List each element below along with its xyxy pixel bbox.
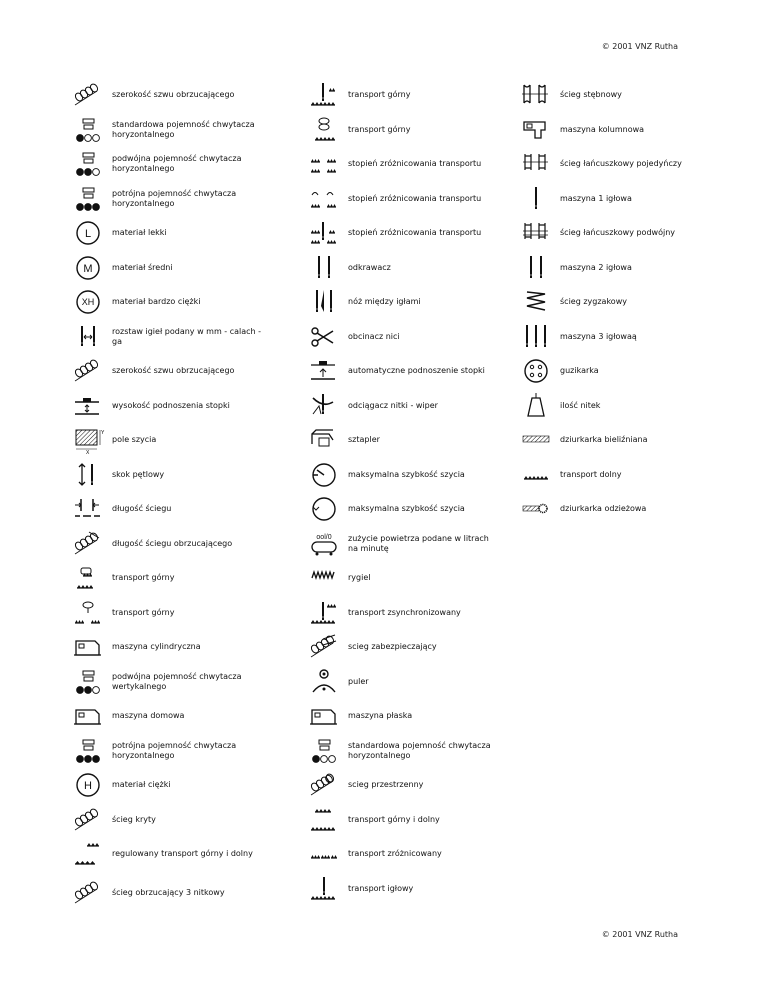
symbol-label: pole szycia xyxy=(112,435,157,445)
symbol-row xyxy=(308,389,544,424)
symbol-row xyxy=(72,320,308,355)
adjustable-feed-icon xyxy=(72,839,104,869)
symbol-row xyxy=(308,527,544,562)
symbol-row xyxy=(72,458,308,493)
symbol-label: potrójna pojemność chwytacza horyzontalnego xyxy=(112,188,237,208)
symbol-row xyxy=(72,216,308,251)
symbol-row xyxy=(308,147,544,182)
symbol-row xyxy=(308,768,544,803)
needle-spacing-icon xyxy=(72,322,104,352)
synchronized-feed-icon xyxy=(308,598,340,628)
symbol-label: ścieg łańcuszkowy pojedyńczy xyxy=(560,159,682,169)
symbol-row xyxy=(520,113,756,148)
symbol-label: maszyna kolumnowa xyxy=(560,124,645,134)
single-chainstitch-icon xyxy=(520,149,552,179)
symbol-row xyxy=(308,872,544,907)
symbol-label: materiał średni xyxy=(112,262,173,272)
symbol-row xyxy=(308,78,544,113)
symbol-label: transport górny xyxy=(112,607,175,617)
symbol-row xyxy=(308,113,544,148)
letter-xh-circle-icon xyxy=(72,287,104,317)
symbol-label: transport zsynchronizowany xyxy=(348,607,461,617)
symbol-label: maksymalna szybkość szycia xyxy=(348,504,465,514)
symbol-label: rygiel xyxy=(348,573,371,583)
symbol-row xyxy=(72,78,308,113)
max-speed-icon xyxy=(308,460,340,490)
wiper-icon xyxy=(308,391,340,421)
flatbed-machine-icon xyxy=(308,701,340,731)
symbol-column-1 xyxy=(72,78,308,914)
zigzag-stitch-icon xyxy=(520,287,552,317)
symbol-row xyxy=(308,285,544,320)
symbol-row xyxy=(72,665,308,700)
lingerie-buttonhole-icon xyxy=(520,425,552,455)
symbol-label: ścieg łańcuszkowy podwójny xyxy=(560,228,675,238)
symbol-label: maszyna 2 igłowa xyxy=(560,262,632,272)
horizontal-hook-standard-icon xyxy=(72,115,104,145)
symbol-row xyxy=(308,251,544,286)
top-feed-roller-icon xyxy=(308,115,340,145)
symbol-row xyxy=(520,354,756,389)
copyright-bottom: © 2001 VNZ Rutha xyxy=(601,930,678,939)
symbol-row xyxy=(520,389,756,424)
three-needle-icon xyxy=(520,322,552,352)
button-sewer-icon xyxy=(520,356,552,386)
symbol-column-2 xyxy=(308,78,544,906)
overlock-length-icon xyxy=(72,529,104,559)
symbol-column-3 xyxy=(520,78,756,527)
symbol-label: ścieg stębnowy xyxy=(560,90,622,100)
sewing-area-icon xyxy=(72,425,104,455)
symbol-row xyxy=(308,837,544,872)
overlock-stitch-icon xyxy=(72,356,104,386)
symbol-row xyxy=(72,872,308,914)
symbol-label: dziurkarka odzieżowa xyxy=(560,504,647,514)
thread-cone-icon xyxy=(520,391,552,421)
symbol-label: szerokość szwu obrzucającego xyxy=(112,90,235,100)
symbol-label: dziurkarka bieliźniana xyxy=(560,435,648,445)
symbol-row xyxy=(520,320,756,355)
circle-letter: H xyxy=(84,780,92,793)
cover-stitch-icon xyxy=(308,770,340,800)
top-feed-alt-icon xyxy=(72,598,104,628)
symbol-label: skok pętlowy xyxy=(112,469,165,479)
safety-stitch-icon xyxy=(308,632,340,662)
circle-letter: L xyxy=(84,228,92,241)
differential-feed-needle-icon xyxy=(308,218,340,248)
symbol-row xyxy=(520,423,756,458)
axis-y-label: Y xyxy=(101,430,105,437)
symbol-row xyxy=(72,285,308,320)
symbol-label: maszyna domowa xyxy=(112,711,185,721)
one-needle-icon xyxy=(520,184,552,214)
symbol-row xyxy=(308,216,544,251)
axis-x-label: X xyxy=(86,450,90,457)
symbol-row xyxy=(72,699,308,734)
symbol-label: długość ściegu xyxy=(112,504,172,514)
symbol-row xyxy=(520,147,756,182)
symbol-label: puler xyxy=(348,676,369,686)
bartack-icon xyxy=(308,563,340,593)
symbol-row xyxy=(520,285,756,320)
symbol-row xyxy=(308,492,544,527)
max-speed-circle-icon xyxy=(308,494,340,524)
lockstitch-icon xyxy=(520,80,552,110)
thread-cutter-icon xyxy=(308,322,340,352)
foot-lift-height-icon xyxy=(72,391,104,421)
symbol-row xyxy=(520,251,756,286)
symbol-label: materiał bardzo ciężki xyxy=(112,297,201,307)
symbol-row xyxy=(308,734,544,769)
symbol-row xyxy=(520,492,756,527)
horizontal-hook-double-icon xyxy=(72,149,104,179)
symbol-label: transport dolny xyxy=(560,469,622,479)
symbol-label: regulowany transport górny i dolny xyxy=(112,849,253,859)
symbol-label: maszyna płaska xyxy=(348,711,413,721)
symbol-label: podwójna pojemność chwytacza horyzontalnego xyxy=(112,154,242,174)
symbol-label: długość ściegu obrzucającego xyxy=(112,538,233,548)
symbol-label: stopień zróżnicowania transportu xyxy=(348,193,482,203)
symbol-row xyxy=(72,837,308,872)
eyelet-buttonhole-icon xyxy=(520,494,552,524)
horizontal-hook-triple-icon xyxy=(72,184,104,214)
symbol-label: maksymalna szybkość szycia xyxy=(348,469,465,479)
symbol-row xyxy=(72,561,308,596)
symbol-label: maszyna cylindryczna xyxy=(112,642,201,652)
symbol-row xyxy=(308,561,544,596)
circle-letter: M xyxy=(83,262,93,275)
svg-text:ool/0: ool/0 xyxy=(316,533,332,541)
symbol-row xyxy=(72,768,308,803)
differential-transport-icon xyxy=(308,839,340,869)
letter-l-circle-icon xyxy=(72,218,104,248)
symbol-row xyxy=(72,251,308,286)
differential-feed-alt-icon xyxy=(308,184,340,214)
symbol-label: transport igłowy xyxy=(348,883,414,893)
symbol-label: ilość nitek xyxy=(560,400,601,410)
symbol-label: guzikarka xyxy=(560,366,599,376)
symbol-row xyxy=(72,492,308,527)
symbol-row xyxy=(308,354,544,389)
symbol-row xyxy=(72,803,308,838)
symbol-row xyxy=(72,389,308,424)
symbol-row xyxy=(308,458,544,493)
bottom-feed-icon xyxy=(520,460,552,490)
letter-m-circle-icon xyxy=(72,253,104,283)
symbol-row xyxy=(308,320,544,355)
knife-between-needles-icon xyxy=(308,287,340,317)
symbol-label: transport zróżnicowany xyxy=(348,849,442,859)
symbol-label: standardowa pojemność chwytacza horyzontalnego xyxy=(348,740,491,760)
cylinder-machine-icon xyxy=(72,632,104,662)
symbol-row xyxy=(72,527,308,562)
domestic-machine-icon xyxy=(72,701,104,731)
symbol-label: szerokość szwu obrzucającego xyxy=(112,366,235,376)
post-bed-machine-icon xyxy=(520,115,552,145)
symbol-label: nóż między igłami xyxy=(348,297,421,307)
top-feed-icon xyxy=(72,563,104,593)
vertical-hook-triple-icon xyxy=(72,736,104,766)
symbol-label: scieg przestrzenny xyxy=(348,780,424,790)
symbol-row xyxy=(72,147,308,182)
symbol-label: stopień zróżnicowania transportu xyxy=(348,159,482,169)
symbol-row xyxy=(308,423,544,458)
symbol-row xyxy=(72,630,308,665)
symbol-label: maszyna 1 igłowa xyxy=(560,193,632,203)
symbol-label: automatyczne podnoszenie stopki xyxy=(348,366,485,376)
symbol-label: wysokość podnoszenia stopki xyxy=(112,400,230,410)
symbol-row xyxy=(308,182,544,217)
blind-stitch-icon xyxy=(72,805,104,835)
symbol-label: transport górny i dolny xyxy=(348,814,440,824)
symbol-label: ścieg obrzucający 3 nitkowy xyxy=(112,887,225,897)
symbol-label: maszyna 3 igłowaą xyxy=(560,331,637,341)
symbol-row xyxy=(308,699,544,734)
symbol-label: rozstaw igieł podany w mm - calach - ga xyxy=(112,326,262,346)
air-compressor-icon xyxy=(308,529,340,559)
stitch-length-icon xyxy=(72,494,104,524)
symbol-label: zużycie powietrza podane w litrach na minutę xyxy=(348,533,489,553)
symbol-row xyxy=(520,458,756,493)
two-needle-icon xyxy=(520,253,552,283)
letter-h-circle-icon xyxy=(72,770,104,800)
differential-feed-icon xyxy=(308,149,340,179)
stacker-icon xyxy=(308,425,340,455)
symbol-row xyxy=(520,182,756,217)
top-feed-needle-icon xyxy=(308,80,340,110)
double-chainstitch-icon xyxy=(520,218,552,248)
symbol-row xyxy=(520,216,756,251)
symbol-row xyxy=(308,665,544,700)
trimmer-icon xyxy=(308,253,340,283)
symbol-row xyxy=(72,113,308,148)
symbol-label: ścieg zygzakowy xyxy=(560,297,627,307)
auto-foot-lift-icon xyxy=(308,356,340,386)
overlock-3-thread-icon xyxy=(72,878,104,908)
loop-stroke-icon xyxy=(72,460,104,490)
horizontal-hook-standard-icon xyxy=(308,736,340,766)
symbol-label: transport górny xyxy=(348,90,411,100)
symbol-row xyxy=(72,354,308,389)
symbol-label: potrójna pojemność chwytacza horyzontalnego xyxy=(112,740,237,760)
symbol-label: scieg zabezpieczający xyxy=(348,642,437,652)
symbol-label: transport górny xyxy=(348,124,411,134)
symbol-row xyxy=(72,182,308,217)
symbol-label: materiał lekki xyxy=(112,228,167,238)
symbol-label: materiał ciężki xyxy=(112,780,171,790)
symbol-row xyxy=(72,423,308,458)
needle-feed-icon xyxy=(308,874,340,904)
symbol-label: sztapler xyxy=(348,435,380,445)
circle-letter: XH xyxy=(81,297,95,308)
symbol-row xyxy=(520,78,756,113)
symbol-row xyxy=(308,596,544,631)
symbol-label: podwójna pojemność chwytacza wertykalnego xyxy=(112,671,242,691)
symbol-label: ścieg kryty xyxy=(112,814,156,824)
vertical-hook-double-icon xyxy=(72,667,104,697)
overlock-stitch-icon xyxy=(72,80,104,110)
symbol-row xyxy=(72,734,308,769)
symbol-label: odkrawacz xyxy=(348,262,391,272)
copyright-top: © 2001 VNZ Rutha xyxy=(601,42,678,51)
puller-icon xyxy=(308,667,340,697)
symbol-label: odciągacz nitki - wiper xyxy=(348,400,438,410)
top-bottom-feed-icon xyxy=(308,805,340,835)
symbol-label: stopień zróżnicowania transportu xyxy=(348,228,482,238)
symbol-label: standardowa pojemność chwytacza horyzontalnego xyxy=(112,119,255,139)
symbol-row xyxy=(308,803,544,838)
symbol-row xyxy=(308,630,544,665)
symbol-row xyxy=(72,596,308,631)
symbol-label: transport górny xyxy=(112,573,175,583)
symbol-label: obcinacz nici xyxy=(348,331,400,341)
